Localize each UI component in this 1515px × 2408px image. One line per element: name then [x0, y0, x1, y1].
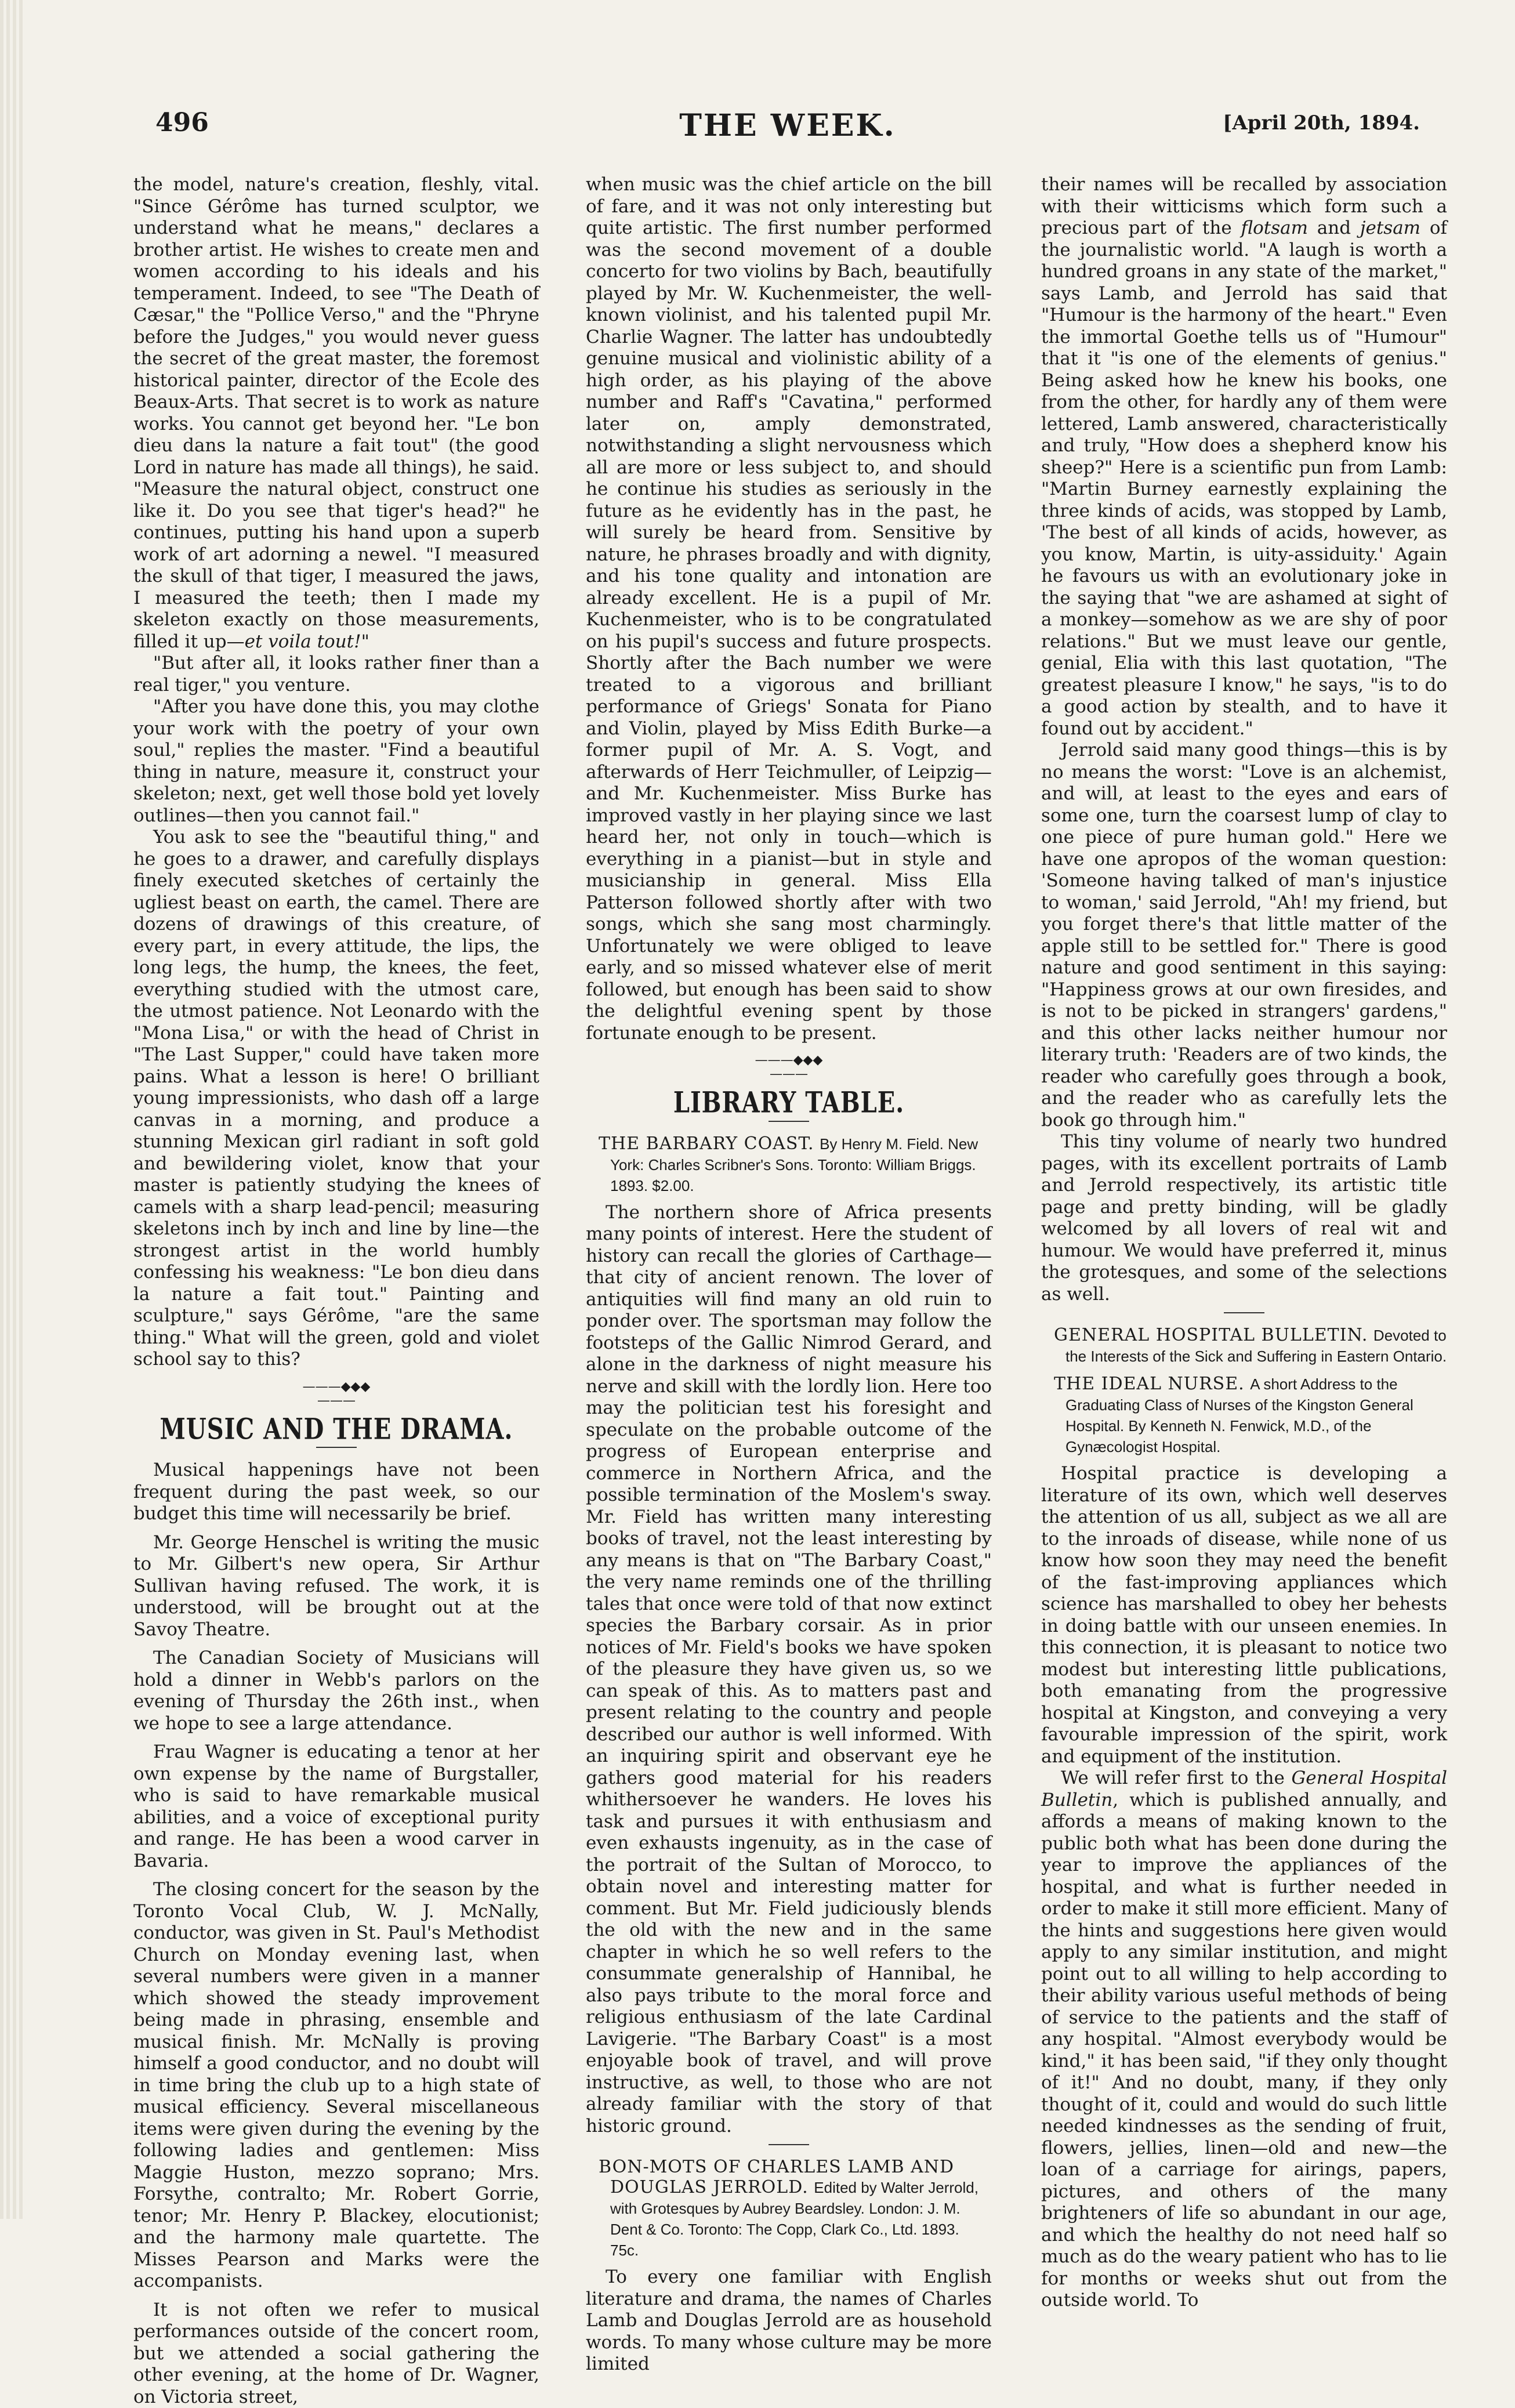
paragraph: when music was the chief article on the bill of fare, and it was not only interesting but quite artistic. The first number performed was the second movement of a double concerto for two violins by Bach, beautifully played by Mr. W. Kuchenmeister, the well-known violinist, and his talented pupil Mr. Charlie Wagner. The latter has undoubtedly genuine musical and violinistic ability of a high order, as his playing of the above number and Raff's "Cavatina," performed later on, amply demonstrated, notwithstanding a slight nervousness which all are more or less subject to, and should he continue his studies as seriously in the future as he evidently has in the past, he will surely be heard from. Sensitive by nature, he phrases broadly and with dignity, and his tone quality and intonation are already excellent. He is a pupil of Mr. Kuchenmeister, who is to be congratulated on his pupil's success and future prospects. Shortly after the Bach number we were treated to a vigorous and brilliant performance of Griegs' Sonata for Piano and Violin, played by Miss Edith Burke—a former pupil of Mr. A. S. Vogt, and afterwards of Herr Teichmuller, of Leipzig—and Mr. Kuchenmeister. Miss Burke has improved vastly in her playing since we last heard her, not only in touch—which is everything in a pianist—but in style and musicianship in general. Miss Ella Patterson followed shortly after with two songs, which she sang most charmingly. Unfortunately we were obliged to leave early, and so missed whatever else of merit followed, but enough has been said to show the delightful evening spent by those fortunate enough to be present.	[586, 174, 992, 1044]
journal-title: THE WEEK.	[155, 108, 1420, 143]
book-details: Edited by Walter Jerrold, with Grotesques by Aubrey Beardsley. London: J. M. Dent & Co. Toronto: The Copp, Clark Co., Ltd. 1893. 75c.	[610, 2179, 978, 2259]
page-header	[155, 108, 1420, 154]
book-details: A short Address to the Graduating Class of Nurses of the Kingston General Hospital. By Kenneth N. Fenwick, M.D., of the Gynæcologist Hospital.	[1065, 1375, 1413, 1455]
book-title: BON-MOTS OF CHARLES LAMB AND DOUGLAS JERROLD.	[599, 2157, 954, 2197]
column-2	[586, 174, 992, 2376]
book-details: By Henry M. Field. New York: Charles Scribner's Sons. Toronto: William Briggs. 1893. $2.00.	[610, 1135, 978, 1194]
book-title: GENERAL HOSPITAL BULLETIN.	[1054, 1325, 1368, 1345]
book-title: THE BARBARY COAST.	[599, 1134, 814, 1154]
paragraph: Hospital practice is developing a literature of its own, which well deserves the attention of us all, subject as we all are to the inroads of disease, while none of us know how soon they may need the benefit of the fast-improving appliances which science has marshalled to obey her behests in doing battle with our unseen enemies. In this connection, it is pleasant to notice two modest but interesting little publications, both emanating from the progressive hospital at Kingston, and conveying a very favourable impression of the spirit, work and equipment of the institution.	[1041, 1463, 1447, 1768]
section-divider: ———◆◆◆———	[287, 1380, 386, 1408]
paragraph: Musical happenings have not been frequent during the past week, so our budget this time will necessarily be brief.	[133, 1460, 539, 1525]
paragraph: We will refer first to the General Hospital Bulletin, which is published annually, and affords a means of making known to the public both what has been done during the year to improve the appliances of the hospital, and what is further needed in order to make it still more efficient. Many of the hints and suggestions here given would apply to any similar institution, and might point out to all willing to help according to their ability various useful methods of being of service to the patients and the staff of any hospital. "Almost everybody would be kind," it has been said, "if they only thought of it!" And no doubt, many, if they only thought of it, could and would do such little needed kindnesses as the sending of fruit, flowers, jellies, linen—old and new—the loan of a carriage for airings, papers, pictures, and others of the many brighteners of life so abundant in our age, and which the healthy do not need half so much as do the weary patient who has to lie for months or weeks shut out from the outside world. To	[1041, 1768, 1447, 2312]
paragraph: Frau Wagner is educating a tenor at her own expense by the name of Burgstaller, who is said to have remarkable musical abilities, and a voice of exceptional purity and range. He has been a wood carver in Bavaria.	[133, 1741, 539, 1872]
entry-rule	[769, 2144, 809, 2145]
paragraph: The Canadian Society of Musicians will hold a dinner in Webb's parlors on the evening of Thursday the 26th inst., when we hope to see a large attendance.	[133, 1647, 539, 1735]
paragraph: The closing concert for the season by the Toronto Vocal Club, W. J. McNally, conductor, was given in St. Paul's Methodist Church on Monday evening last, when several numbers were given in a manner which showed the steady improvement being made in phrasing, ensemble and musical finish. Mr. McNally is proving himself a good conductor, and no doubt will in time bring the club up to a high state of musical efficiency. Several miscellaneous items were given during the evening by the following ladies and gentlemen: Miss Maggie Huston, mezzo soprano; Mrs. Forsythe, contralto; Mr. Robert Gorrie, tenor; Mr. Henry P. Blackey, elocutionist; and the harmony male quartette. The Misses Pearson and Marks were the accompanists.	[133, 1879, 539, 2293]
binding-edge	[0, 0, 24, 2219]
section-heading-music: MUSIC AND THE DRAMA.	[133, 1415, 539, 1443]
book-entry-heading	[586, 1134, 992, 1196]
paragraph: It is not often we refer to musical performances outside of the concert room, but we attended a social gathering the other evening, at the home of Dr. Wagner, on Victoria street,	[133, 2300, 539, 2408]
book-title: THE IDEAL NURSE.	[1054, 1374, 1245, 1394]
book-entry-heading	[1041, 1325, 1447, 1367]
column-1	[133, 174, 539, 2408]
page-number: 496	[155, 108, 209, 137]
issue-date: [April 20th, 1894.	[1223, 111, 1420, 135]
heading-rule	[769, 1121, 809, 1122]
paragraph: the model, nature's creation, fleshly, vital. "Since Gérôme has turned sculptor, we understand what he means," declares a brother artist. He wishes to create men and women according to his ideals and his temperament. Indeed, to see "The Death of Cæsar," the "Pollice Verso," and the "Phryne before the Judges," you would never guess the secret of the great master, the foremost historical painter, director of the Ecole des Beaux-Arts. That secret is to work as nature works. You cannot get beyond her. "Le bon dieu dans la nature a fait tout" (the good Lord in nature has made all things), he said. "Measure the natural object, construct one like it. Do you see that tiger's head?" he continues, putting his hand upon a superb work of art adorning a newel. "I measured the skull of that tiger, I measured the jaws, I measured the teeth; then I made my skeleton exactly on those measurements, filled it up—et voila tout!"	[133, 174, 539, 653]
paragraph: Jerrold said many good things—this is by no means the worst: "Love is an alchemist, and will, at least to the eyes and ears of some one, turn the coarsest lump of clay to one piece of pure human gold." Here we have one apropos of the woman question: 'Someone having talked of man's injustice to woman,' said Jerrold, "Ah! my friend, but you forget there's that little matter of the apple still to be settled for." There is good nature and good sentiment in this saying: "Happiness grows at our own firesides, and is not to be picked in strangers' gardens," and this other lacks neither humour nor literary truth: 'Readers are of two kinds, the reader who carefully goes through a book, and the reader who as carefully lets the book go through him."	[1041, 740, 1447, 1131]
paragraph: This tiny volume of nearly two hundred pages, with its excellent portraits of Lamb and Jerrold respectively, its artistic title page and pretty binding, will be gladly welcomed by all lovers of real wit and humour. We would have preferred it, minus the grotesques, and some of the selections as well.	[1041, 1131, 1447, 1305]
paragraph: "After you have done this, you may clothe your work with the poetry of your own soul," replies the master. "Find a beautiful thing in nature, measure it, construct your skeleton; next, get well those bold yet lovely outlines—then you cannot fail."	[133, 696, 539, 827]
entry-rule	[1224, 1312, 1264, 1313]
paragraph: The northern shore of Africa presents many points of interest. Here the student of history can recall the glories of Carthage—that city of ancient renown. The lover of antiquities will find many an old ruin to ponder over. The sportsman may follow the footsteps of the Gallic Nimrod Gerard, and alone in the darkness of night measure his nerve and skill with the lordly lion. Here too may the politician test his foresight and speculate on the probable outcome of the progress of European enterprise and commerce in Northern Africa, and the possible termination of the Moslem's sway. Mr. Field has written many interesting books of travel, not the least interesting by any means is that on "The Barbary Coast," the very name reminds one of the thrilling tales that once were told of that now extinct species the Barbary corsair. As in prior notices of Mr. Field's books we have spoken of the pleasure they have given us, so we can speak of this. As to matters past and present relating to the country and people described our author is well informed. With an inquiring spirit and observant eye he gathers good material for his readers whithersoever he wanders. He loves his task and pursues it with enthusiasm and even exhausts ingenuity, as in the case of the portrait of the Sultan of Morocco, to obtain novel and interesting matter for comment. But Mr. Field judiciously blends the old with the new and in the same chapter in which he so well refers to the consummate generalship of Hannibal, he also pays tribute to the moral force and religious enthusiasm of the late Cardinal Lavigerie. "The Barbary Coast" is a most enjoyable book of travel, and will prove instructive, as well, to those who are not already familiar with the story of that historic ground.	[586, 1202, 992, 2138]
section-divider: ———◆◆◆———	[740, 1053, 838, 1081]
heading-rule	[316, 1447, 357, 1448]
book-entry-heading	[1041, 1374, 1447, 1457]
paragraph: "But after all, it looks rather finer than a real tiger," you venture.	[133, 653, 539, 696]
paragraph: To every one familiar with English literature and drama, the names of Charles Lamb and Douglas Jerrold are as household words. To many whose culture may be more limited	[586, 2266, 992, 2376]
column-3	[1041, 174, 1447, 2312]
book-entry-heading	[586, 2157, 992, 2261]
book-details: Devoted to the Interests of the Sick and Suffering in Eastern Ontario.	[1065, 1327, 1447, 1365]
paragraph: their names will be recalled by association with their witticisms which form such a precious part of the flotsam and jetsam of the journalistic world. "A laugh is worth a hundred groans in any state of the market," says Lamb, and Jerrold has said that "Humour is the harmony of the heart." Even the immortal Goethe tells us of "Humour" that it "is one of the elements of genius." Being asked how he knew his books, one from the other, for hardly any of them were lettered, Lamb answered, characteristically and truly, "How does a shepherd know his sheep?" Here is a scientific pun from Lamb: "Martin Burney earnestly explaining the three kinds of acids, was stopped by Lamb, 'The best of all kinds of acids, however, as you know, Martin, is uity-assiduity.' Again he favours us with an evolutionary joke in the saying that "we are ashamed at sight of a monkey—somehow as we are shy of poor relations." But we must leave our gentle, genial, Elia with this last quotation, "The greatest pleasure I know," he says, "is to do a good action by stealth, and to have it found out by accident."	[1041, 174, 1447, 740]
paragraph: Mr. George Henschel is writing the music to Mr. Gilbert's new opera, Sir Arthur Sullivan having refused. The work, it is understood, will be brought out at the Savoy Theatre.	[133, 1532, 539, 1641]
section-heading-library: LIBRARY TABLE.	[586, 1089, 992, 1116]
paragraph: You ask to see the "beautiful thing," and he goes to a drawer, and carefully displays finely executed sketches of certainly the ugliest beast on earth, the camel. There are dozens of drawings of this creature, of every part, in every attitude, the lips, the long legs, the hump, the knees, the feet, everything studied with the utmost care, the utmost patience. Not Leonardo with the "Mona Lisa," or with the head of Christ in "The Last Supper," could have taken more pains. What a lesson is here! O brilliant young impressionists, who dash off a large canvas in a morning, and produce a stunning Mexican girl radiant in soft gold and bewildering violet, know that your master is patiently studying the knees of camels with a sharp lead-pencil; measuring skeletons inch by inch and line by line—the strongest artist in the world humbly confessing his weakness: "Le bon dieu dans la nature a fait tout." Painting and sculpture," says Gérôme, "are the same thing." What will the green, gold and violet school say to this?	[133, 827, 539, 1371]
